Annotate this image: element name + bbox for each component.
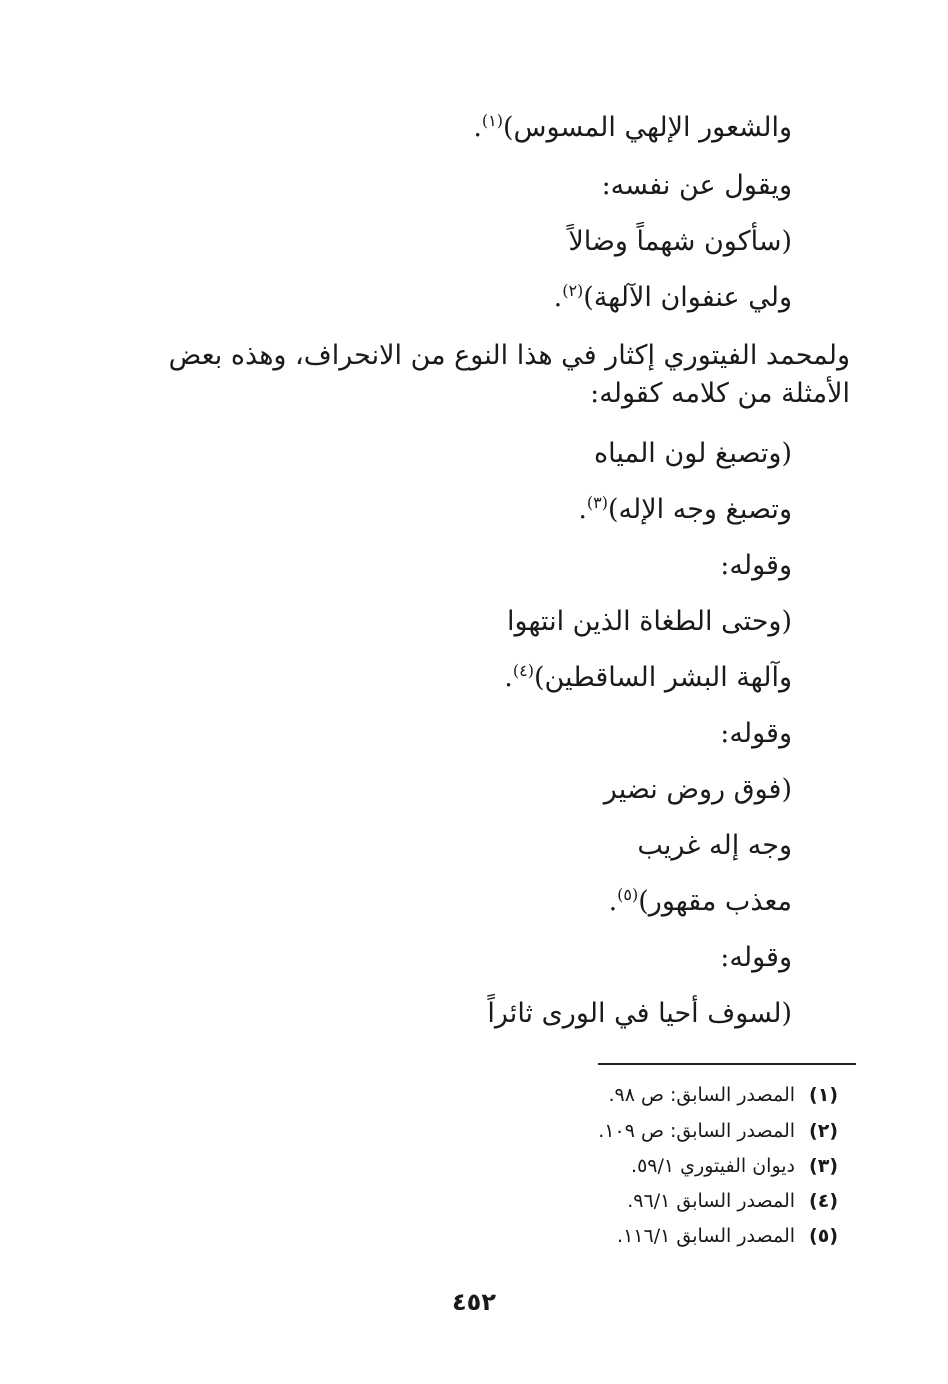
page-number: ٤٥٢ [452,1288,496,1316]
poem-line [578,492,792,528]
paragraph-line [590,376,850,412]
poem-line [507,604,792,640]
line-end: . [608,886,618,917]
line-text: (فوق روض نضير [603,774,792,805]
line-text: وقوله: [720,942,792,973]
footnote [631,1153,838,1179]
footnote-number: (٥) [809,1225,838,1247]
line-text: وآلهة البشر الساقطين) [533,662,792,693]
line-text: وجه إله غريب [637,830,792,861]
poem-line [504,660,792,696]
footnote [608,1082,838,1108]
footnote-separator [598,1063,856,1065]
footnote [598,1118,838,1144]
line-text: (وحتى الطغاة الذين انتهوا [507,606,792,637]
footnote-number: (٤) [809,1190,838,1212]
poem-line [594,436,792,472]
footnote-number: (٢) [809,1120,838,1142]
text-line [473,110,792,146]
line-end: . [553,282,563,313]
line-text: الأمثلة من كلامه كقوله: [590,378,850,409]
line-text: ويقول عن نفسه: [601,170,792,201]
footnote-ref: (٥) [617,885,639,904]
poem-line [554,280,792,316]
line-text: والشعور الإلهي المسوس) [503,112,792,143]
footnote-ref: (٢) [562,281,584,300]
line-text: (سأكون شهماً وضالاً [568,226,792,257]
line-text: (وتصبغ لون المياه [593,438,792,469]
footnote [617,1223,838,1249]
text-line [720,716,792,752]
line-text: ولمحمد الفيتوري إكثار في هذا النوع من الانحراف، وهذه بعض [168,340,850,371]
text-line [720,940,792,976]
footnote-text: ديوان الفيتوري ٥٩/١. [631,1155,796,1177]
paragraph-line [105,338,850,374]
footnote [627,1188,838,1214]
footnote-ref: (١) [481,111,504,130]
poem-line [609,884,792,920]
line-text: معذب مقهور) [638,886,792,917]
line-text: وقوله: [720,550,792,581]
footnote-text: المصدر السابق ٩٦/١. [627,1190,796,1212]
line-text: وتصبغ وجه الإله) [608,494,792,525]
line-text: وقوله: [720,718,792,749]
text-line [720,548,792,584]
poem-line [487,996,792,1032]
line-text: ولي عنفوان الآلهة) [583,282,792,313]
poem-line [604,772,792,808]
footnote-number: (١) [809,1084,838,1106]
footnote-text: المصدر السابق: ص ١٠٩. [598,1120,796,1142]
line-end: . [473,112,482,143]
line-text: (لسوف أحيا في الورى ثائراً [487,998,792,1029]
text-line [602,168,792,204]
line-end: . [578,494,587,525]
poem-line [637,828,792,864]
poem-line [568,224,792,260]
footnote-ref: (٣) [586,493,608,512]
footnote-ref: (٤) [512,661,534,680]
line-end: . [504,662,513,693]
footnote-text: المصدر السابق: ص ٩٨. [608,1084,796,1106]
footnote-number: (٣) [809,1155,838,1177]
footnote-text: المصدر السابق ١١٦/١. [617,1225,796,1247]
